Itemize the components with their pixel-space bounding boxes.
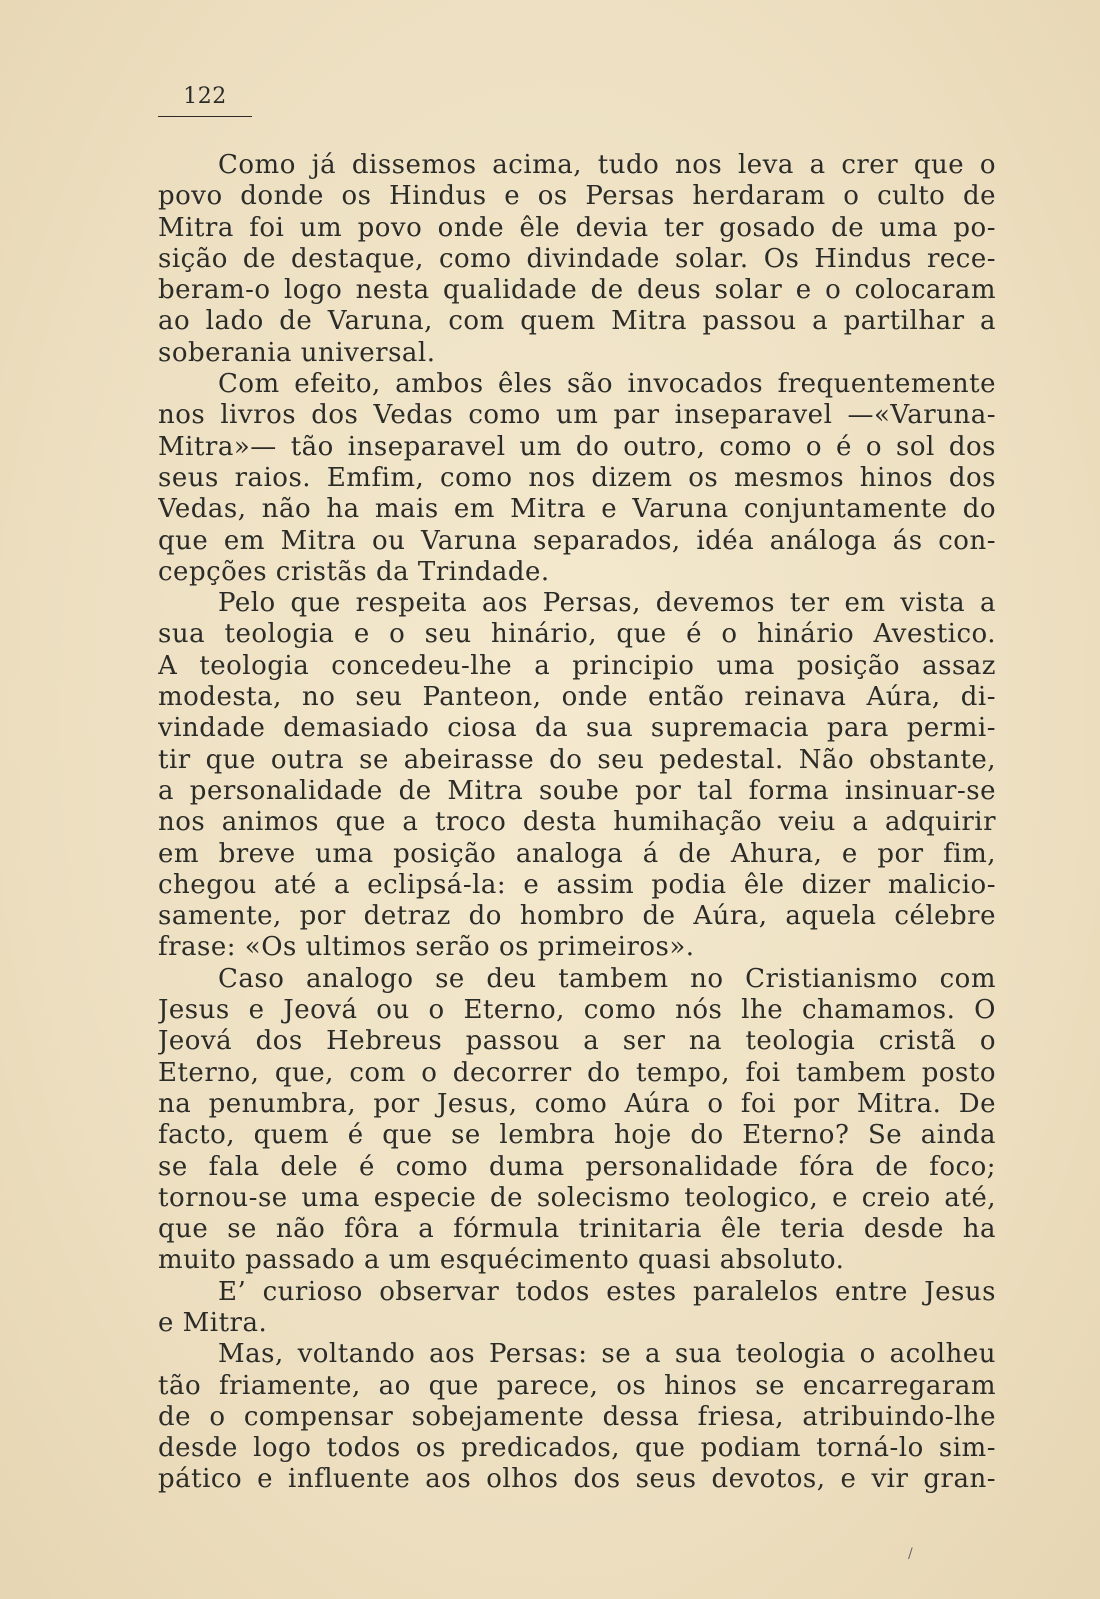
- text-line: em breve uma posição analoga á de Ahura, e por fim,: [158, 838, 996, 869]
- text-line: Como já dissemos acima, tudo nos leva a crer que o: [218, 150, 996, 180]
- text-line: povo donde os Hindus e os Persas herdaram o culto de: [158, 181, 996, 212]
- text-line: a personalidade de Mitra soube por tal forma insinuar-se: [158, 775, 996, 806]
- text-line: na penumbra, por Jesus, como Aúra o foi por Mitra. De: [158, 1088, 996, 1119]
- text-line: e Mitra.: [158, 1307, 268, 1338]
- text-line: Mas, voltando aos Persas: se a sua teologia o acolheu: [218, 1339, 996, 1370]
- page-header: [158, 84, 252, 117]
- text-line: ao lado de Varuna, com quem Mitra passou a partilhar a: [158, 306, 996, 337]
- text-line: chegou até a eclipsá-la: e assim podia êle dizer malicio-: [158, 869, 996, 900]
- header-rule: [158, 116, 252, 117]
- text-line: Mitra foi um povo onde êle devia ter gosado de uma po-: [158, 212, 996, 243]
- text-line: Com efeito, ambos êles são invocados frequentemente: [218, 369, 996, 400]
- text-line: E’ curioso observar todos estes paralelos entre Jesus: [218, 1276, 996, 1307]
- text-line: de o compensar sobejamente dessa friesa, atribuindo-lhe: [158, 1401, 996, 1432]
- text-line: seus raios. Emfim, como nos dizem os mesmos hinos dos: [158, 462, 996, 493]
- text-line: frase: «Os ultimos serão os primeiros».: [158, 932, 695, 963]
- text-line: que em Mitra ou Varuna separados, idéa análoga ás con-: [158, 525, 996, 556]
- text-line: Caso analogo se deu tambem no Cristianismo com: [218, 963, 996, 994]
- text-line: desde logo todos os predicados, que podiam torná-lo sim-: [158, 1433, 996, 1464]
- text-line: soberania universal.: [158, 337, 436, 368]
- text-line: samente, por detraz do hombro de Aúra, aquela célebre: [158, 901, 996, 932]
- text-line: tir que outra se abeirasse do seu pedestal. Não obstante,: [158, 744, 996, 775]
- text-line: Eterno, que, com o decorrer do tempo, foi tambem posto: [158, 1057, 996, 1088]
- body-text: [158, 150, 996, 1496]
- text-line: Jeová dos Hebreus passou a ser na teologia cristã o: [158, 1026, 996, 1057]
- text-line: beram-o logo nesta qualidade de deus solar e o colocaram: [158, 275, 996, 306]
- text-line: modesta, no seu Panteon, onde então reinava Aúra, di-: [158, 682, 996, 713]
- text-line: Vedas, não ha mais em Mitra e Varuna conjuntamente do: [158, 494, 996, 525]
- text-line: sua teologia e o seu hinário, que é o hinário Avestico.: [158, 619, 996, 650]
- text-line: que se não fôra a fórmula trinitaria êle teria desde ha: [158, 1214, 996, 1245]
- text-line: facto, quem é que se lembra hoje do Eterno? Se ainda: [158, 1120, 996, 1151]
- text-line: tornou-se uma especie de solecismo teologico, e creio até,: [158, 1182, 996, 1213]
- text-line: A teologia concedeu-lhe a principio uma posição assaz: [158, 650, 996, 681]
- text-line: nos animos que a troco desta humihação veiu a adquirir: [158, 807, 996, 838]
- text-line: tão friamente, ao que parece, os hinos se encarregaram: [158, 1370, 996, 1401]
- text-line: se fala dele é como duma personalidade fóra de foco;: [158, 1151, 996, 1182]
- corner-mark: /: [908, 1546, 913, 1562]
- page-number: 122: [183, 84, 227, 109]
- text-line: nos livros dos Vedas como um par inseparavel —«Varuna-: [158, 400, 996, 431]
- text-line: Jesus e Jeová ou o Eterno, como nós lhe chamamos. O: [158, 995, 996, 1026]
- text-line: sição de destaque, como divindade solar. Os Hindus rece-: [158, 243, 996, 274]
- text-line: cepções cristãs da Trindade.: [158, 556, 550, 587]
- text-line: Pelo que respeita aos Persas, devemos ter em vista a: [218, 588, 996, 619]
- text-line: pático e influente aos olhos dos seus devotos, e vir gran-: [158, 1464, 996, 1495]
- text-line: Mitra»— tão inseparavel um do outro, como o é o sol dos: [158, 431, 996, 462]
- text-line: vindade demasiado ciosa da sua supremacia para permi-: [158, 713, 996, 744]
- text-line: muito passado a um esquécimento quasi absoluto.: [158, 1245, 845, 1276]
